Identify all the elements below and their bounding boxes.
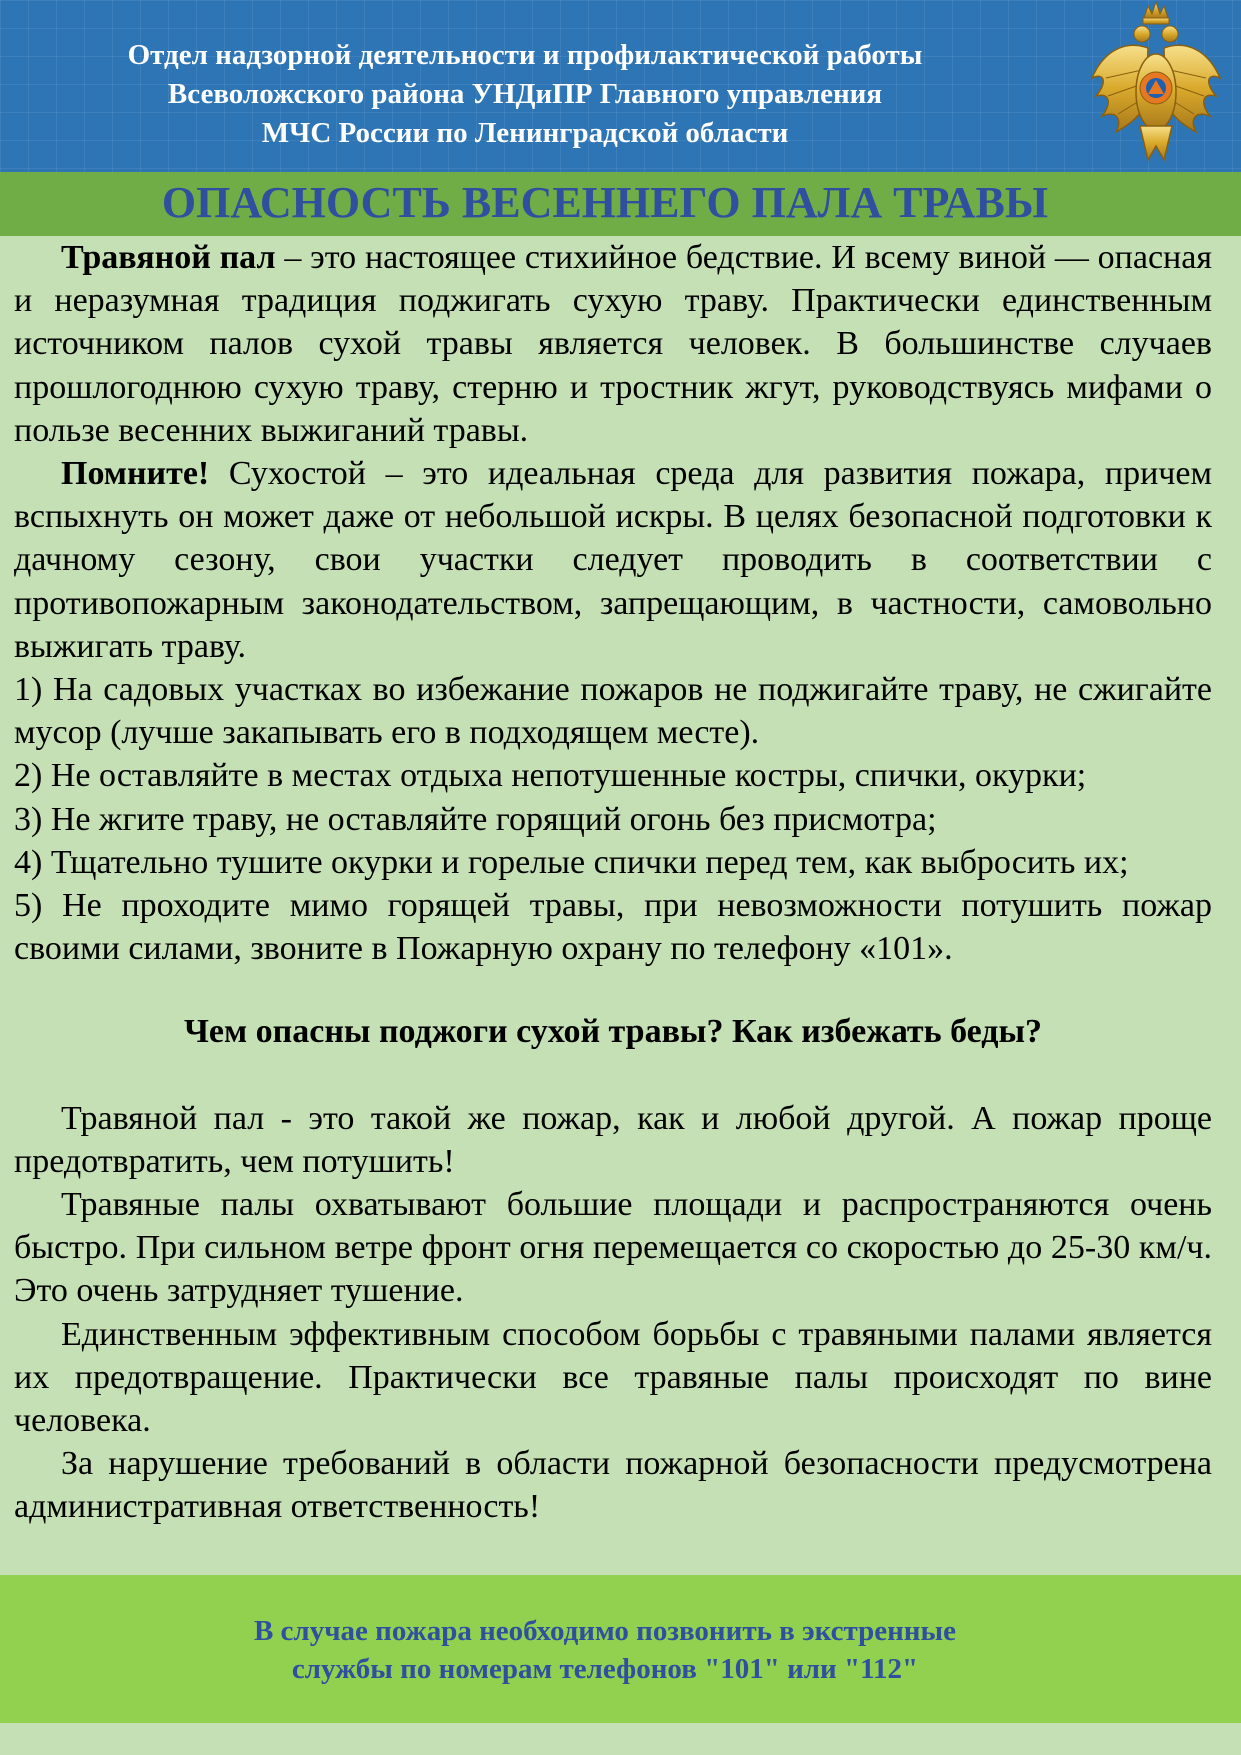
rule-item: 3) Не жгите траву, не оставляйте горящий огонь без присмотра;	[14, 800, 937, 838]
rule-item: 5) Не проходите мимо горящей травы, при невозможности потушить пожар своими силами, звоните в Пожарную охрану по телефону «101».	[14, 887, 1212, 968]
page-title: ОПАСНОСТЬ ВЕСЕННЕГО ПАЛА ТРАВЫ	[161, 178, 1049, 227]
rule-item: 1) На садовых участках во избежание пожаров не поджигайте траву, не сжигайте мусор (лучше закапывать его в подходящем месте).	[14, 671, 1212, 752]
emergency-line: В случае пожара необходимо позвонить в экстренные	[253, 1615, 957, 1647]
remember-text: Сухостой – это идеальная среда для развития пожара, причем вспыхнуть он может даже от небольшой искры. В целях безопасной подготовки к дачному сезону, свои участки следует проводить в соответствии с противопожарным законодательством, запрещающим, в частности, самовольно выжигать траву.	[14, 455, 1212, 665]
body-paragraph: Травяной пал - это такой же пожар, как и любой другой. А пожар проще предотвратить, чем потушить!	[14, 1099, 1212, 1180]
remember-paragraph	[14, 452, 1212, 668]
intro-term: Травяной пал	[61, 239, 276, 276]
mchs-emblem-icon	[1086, 0, 1226, 172]
intro-paragraph	[14, 236, 1212, 452]
section-heading: Чем опасны поджоги сухой травы? Как избежать беды?	[183, 1013, 1043, 1051]
header-line: Всеволожского района УНДиПР Главного управления	[167, 78, 883, 110]
emergency-line: службы по номерам телефонов "101" или "112"	[291, 1653, 919, 1685]
header-line: МЧС России по Ленинградской области	[261, 117, 789, 149]
rule-item: 4) Тщательно тушите окурки и горелые спички перед тем, как выбросить их;	[14, 843, 1129, 881]
body-paragraph: Травяные палы охватывают большие площади и распространяются очень быстро. При сильном ветре фронт огня перемещается со скоростью до 25-30 км/ч. Это очень затрудняет тушение.	[14, 1186, 1212, 1310]
body-paragraph: Единственным эффективным способом борьбы с травяными палами является их предотвращение. Практически все травяные палы происходят по вине человека.	[14, 1315, 1212, 1440]
main-content	[14, 236, 1212, 1529]
header-line: Отдел надзорной деятельности и профилактической работы	[127, 39, 923, 71]
intro-text: – это настоящее стихийное бедствие. И всему виной — опасная и неразумная традиция поджигать сухую траву. Практически единственным источником палов сухой травы является человек. В большинстве случаев прошлогоднюю сухую траву, стерню и тростник жгут, руководствуясь мифами о пользе весенних выжиганий травы.	[14, 239, 1212, 449]
header-title	[20, 36, 1030, 153]
body-paragraph: За нарушение требований в области пожарной безопасности предусмотрена административная ответственность!	[14, 1445, 1212, 1526]
remember-term: Помните!	[61, 455, 210, 493]
rule-item: 2) Не оставляйте в местах отдыха непотушенные костры, спички, окурки;	[14, 757, 1087, 795]
emergency-notice	[0, 1612, 1210, 1688]
header-band	[0, 0, 1241, 172]
